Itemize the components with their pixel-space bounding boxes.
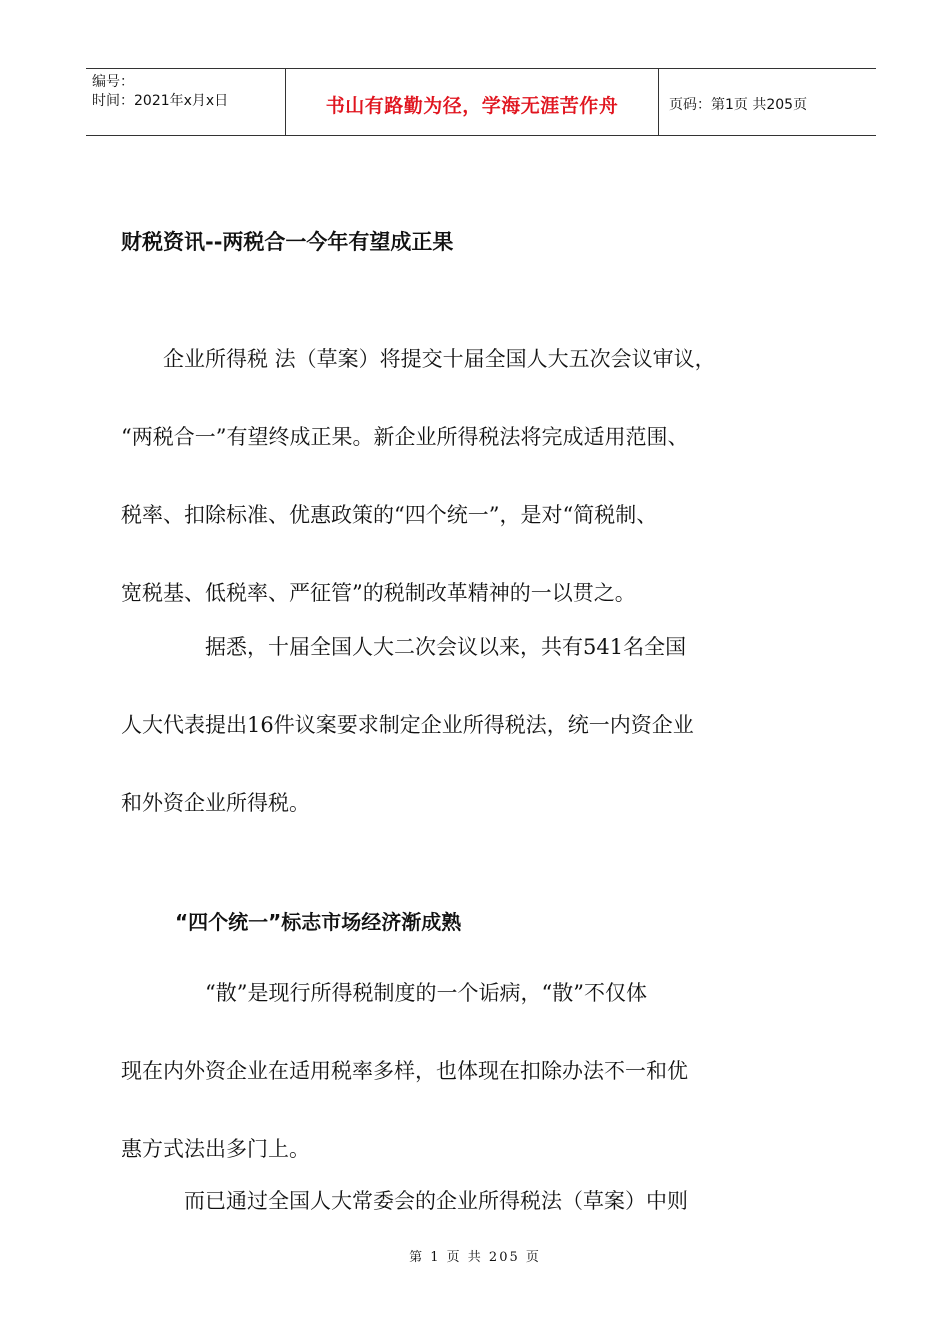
paragraph-line: “两税合一”有望终成正果。新企业所得税法将完成适用范围、 — [121, 425, 689, 449]
paragraph-line: “散”是现行所得税制度的一个诟病，“散”不仅体 — [121, 981, 647, 1005]
header-motto: 书山有路勤为径，学海无涯苦作舟 — [325, 94, 619, 117]
section-subheading: “四个统一”标志市场经济渐成熟 — [175, 910, 462, 934]
article-title: 财税资讯--两税合一今年有望成正果 — [121, 230, 454, 254]
header-motto-cell — [286, 69, 659, 135]
paragraph-line: 和外资企业所得税。 — [121, 791, 310, 815]
paragraph-3 — [121, 954, 841, 1188]
paragraph-2 — [121, 608, 841, 842]
paragraph-line: 惠方式法出多门上。 — [121, 1137, 310, 1161]
header-page-cell — [659, 69, 876, 135]
paragraph-line: 宽税基、低税率、严征管”的税制改革精神的一以贯之。 — [121, 581, 636, 605]
page-header — [86, 68, 876, 136]
header-meta-cell — [86, 69, 286, 135]
paragraph-1 — [121, 320, 841, 632]
paragraph-line: 人大代表提出16件议案要求制定企业所得税法，统一内资企业 — [121, 713, 694, 737]
page-footer: 第 1 页 共 205 页 — [409, 1250, 541, 1265]
paragraph-line: 税率、扣除标准、优惠政策的“四个统一”，是对“简税制、 — [121, 503, 658, 527]
paragraph-line: 据悉，十届全国人大二次会议以来，共有541名全国 — [121, 635, 687, 659]
paragraph-4 — [121, 1162, 841, 1240]
paragraph-line: 现在内外资企业在适用税率多样，也体现在扣除办法不一和优 — [121, 1059, 688, 1083]
paragraph-line: 企业所得税 法（草案）将提交十届全国人大五次会议审议， — [121, 347, 716, 371]
header-page-info: 页码：第1页 共205页 — [669, 97, 808, 113]
document-time-label: 时间：2021年x月x日 — [92, 93, 229, 109]
paragraph-line: 而已通过全国人大常委会的企业所得税法（草案）中则 — [121, 1189, 688, 1213]
document-number-label: 编号： — [92, 74, 134, 90]
